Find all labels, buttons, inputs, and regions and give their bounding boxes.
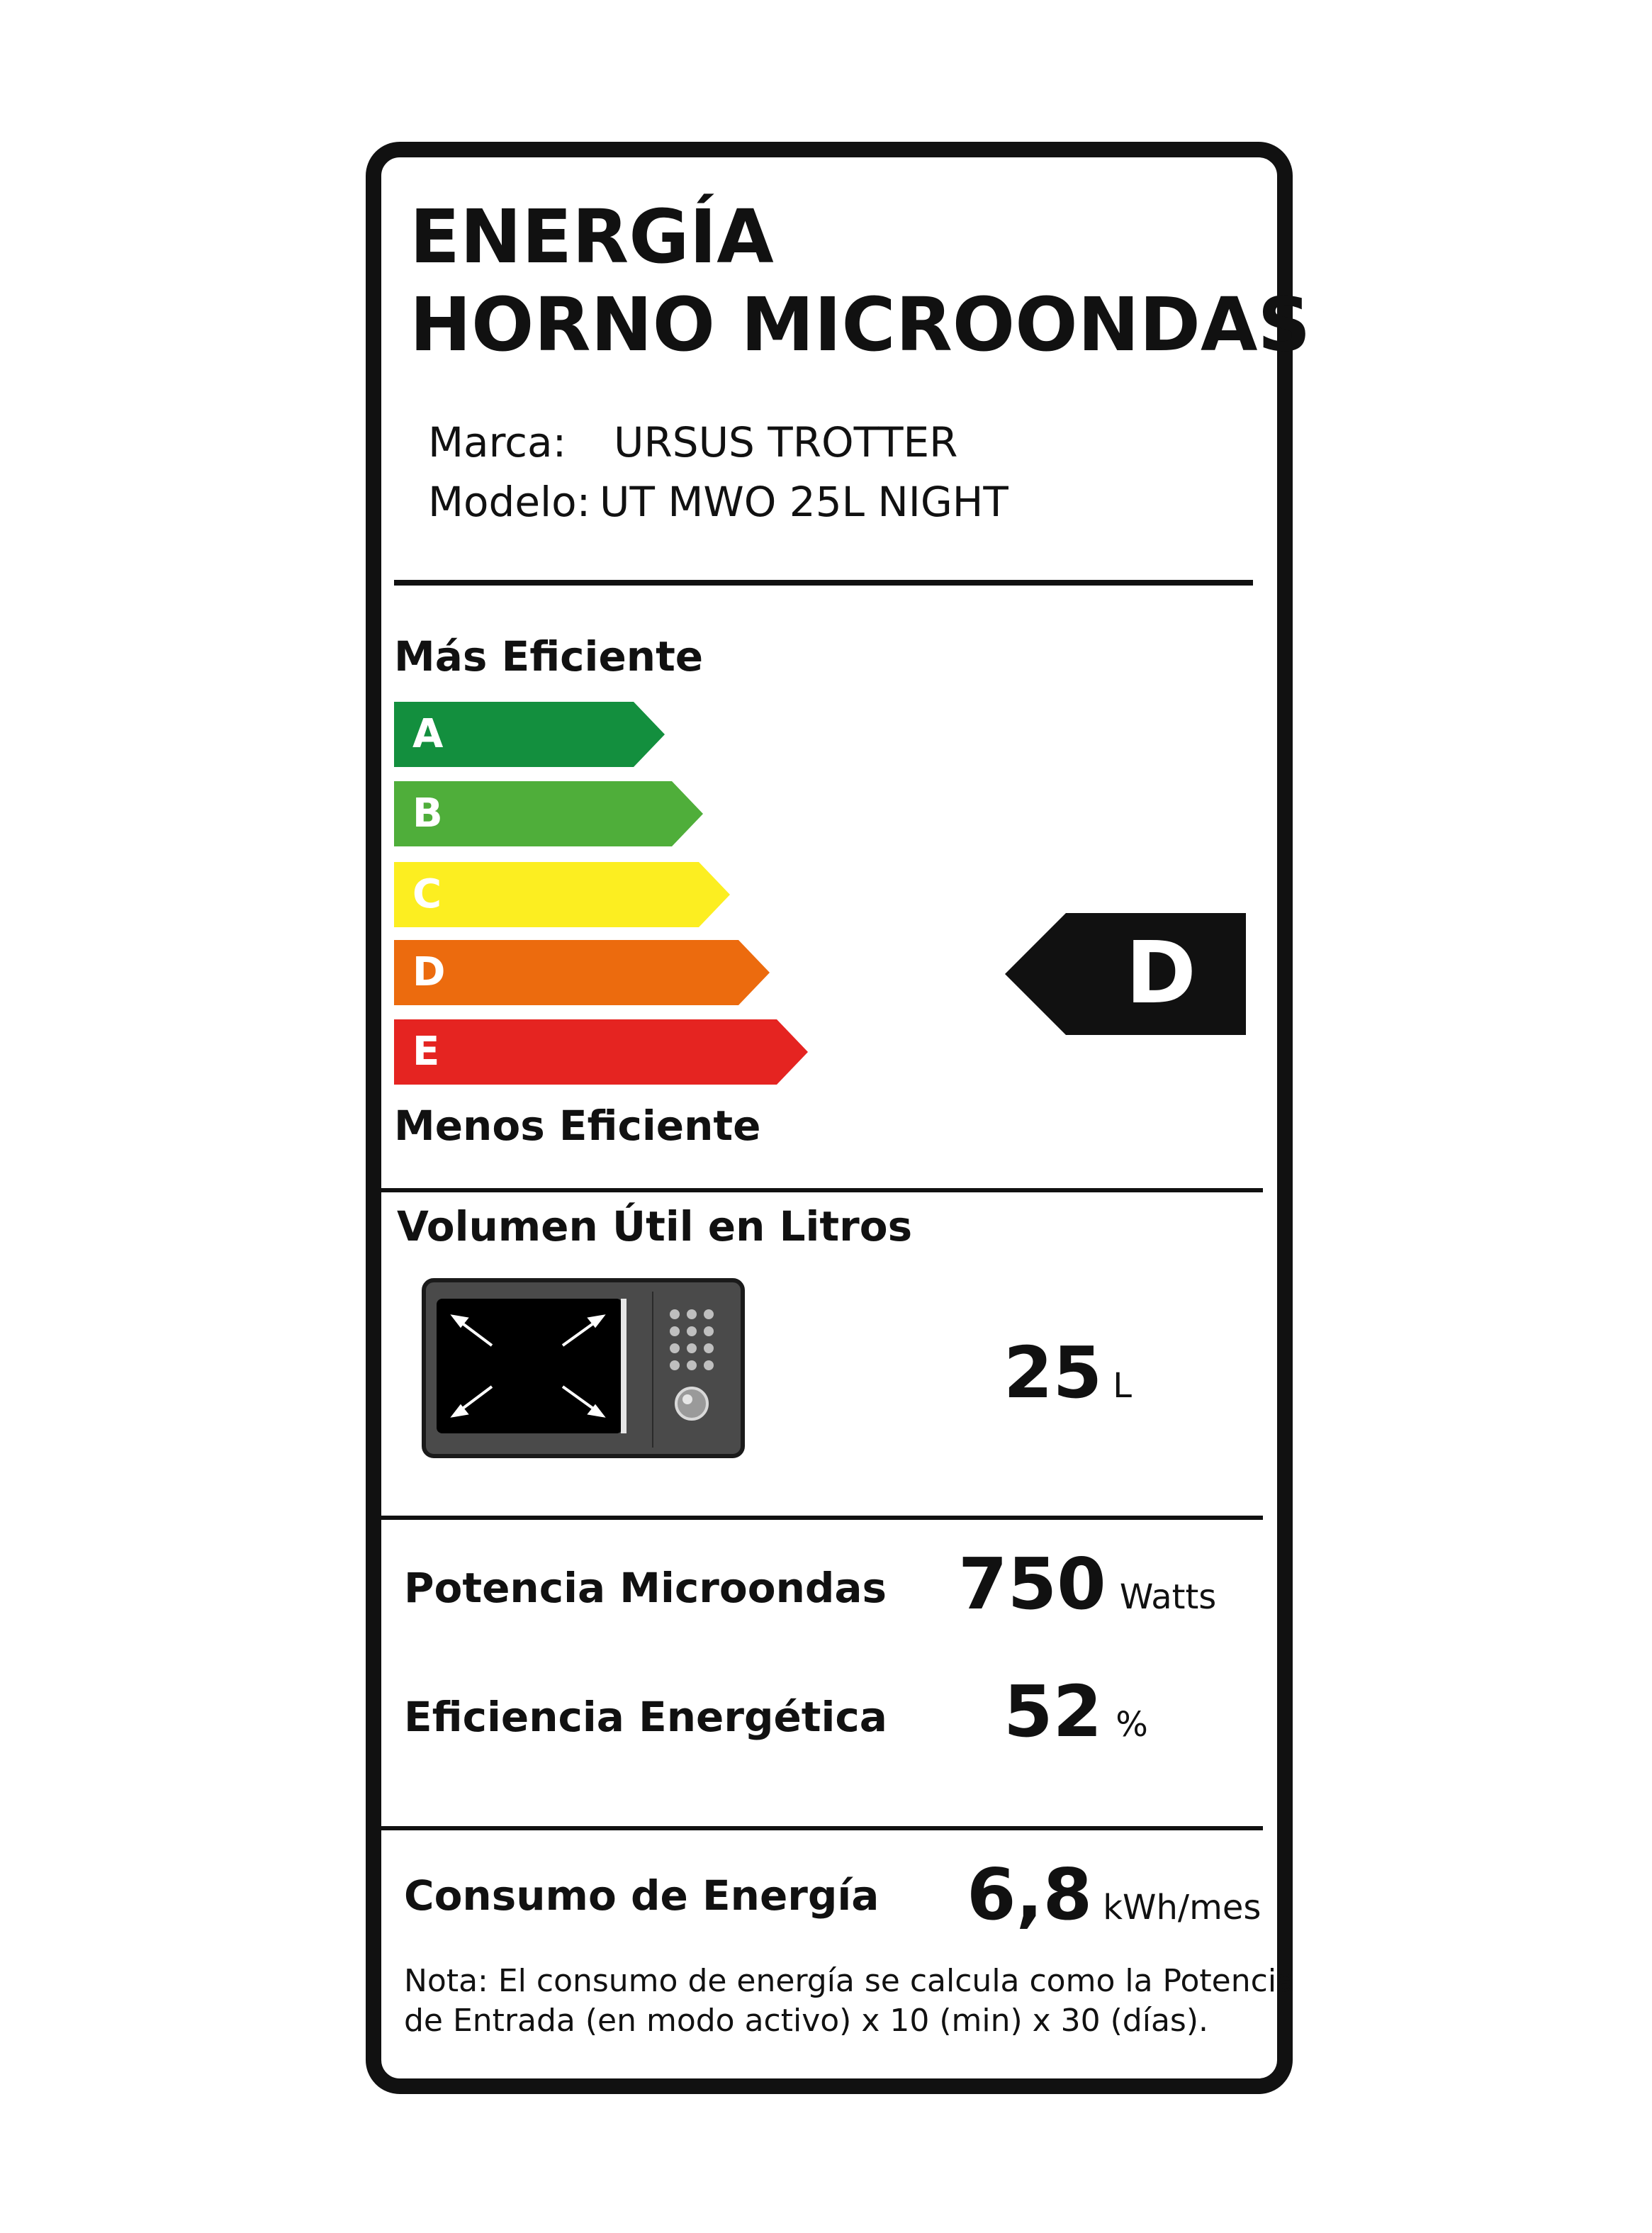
energy-rating-indicator: [1005, 913, 1246, 1035]
consumption-label: Consumo de Energía: [404, 1871, 880, 1920]
volume-divider: [378, 1516, 1263, 1520]
energy-class-bar-b: [394, 781, 704, 846]
consumption-note-line2: de Entrada (en modo activo) x 10 (min) x 30 (días).: [404, 2003, 1208, 2039]
energy-class-letter: A: [412, 711, 444, 757]
consumption-unit: kWh/mes: [1103, 1888, 1262, 1927]
power-label: Potencia Microondas: [404, 1564, 887, 1612]
energy-class-letter: C: [412, 871, 442, 917]
energy-rating-letter: D: [1125, 924, 1196, 1023]
energy-class-bar-e: [394, 1019, 809, 1085]
scale-bottom-label: Menos Eficiente: [394, 1102, 761, 1150]
efficiency-unit: %: [1116, 1705, 1148, 1745]
efficiency-readout: [1004, 1670, 1148, 1753]
consumption-note-line1: Nota: El consumo de energía se calcula como la Potencia: [404, 1963, 1296, 1999]
power-readout: [958, 1543, 1216, 1625]
label-title-line2: HORNO MICROONDAS: [410, 281, 1311, 368]
energy-class-letter: D: [412, 949, 446, 995]
volume-label: Volumen Útil en Litros: [397, 1202, 913, 1250]
efficiency-label: Eficiencia Energética: [404, 1693, 887, 1741]
energy-class-bar-a: [394, 702, 668, 767]
model-value: UT MWO 25L NIGHT: [600, 478, 1008, 526]
energy-class-letter: B: [412, 790, 443, 836]
energy-class-bar-d: [394, 940, 771, 1005]
volume-unit: L: [1113, 1366, 1133, 1406]
model-label: Modelo:: [428, 478, 591, 526]
label-title-line1: ENERGÍA: [410, 194, 774, 280]
volume-readout: [1004, 1331, 1132, 1414]
header-divider: [394, 580, 1253, 586]
microwave-icon: [421, 1277, 746, 1459]
consumption-value: 6,8: [967, 1853, 1093, 1936]
scale-divider: [378, 1188, 1263, 1192]
energy-class-letter: E: [412, 1029, 440, 1075]
brand-value: URSUS TROTTER: [614, 418, 958, 466]
power-divider: [378, 1826, 1263, 1830]
volume-value: 25: [1004, 1331, 1103, 1414]
efficiency-value: 52: [1004, 1670, 1103, 1753]
brand-label: Marca:: [428, 418, 567, 466]
power-unit: Watts: [1119, 1577, 1217, 1617]
power-value: 750: [958, 1543, 1106, 1625]
consumption-readout: [967, 1853, 1261, 1936]
scale-top-label: Más Eficiente: [394, 632, 704, 681]
energy-class-bar-c: [394, 862, 731, 927]
